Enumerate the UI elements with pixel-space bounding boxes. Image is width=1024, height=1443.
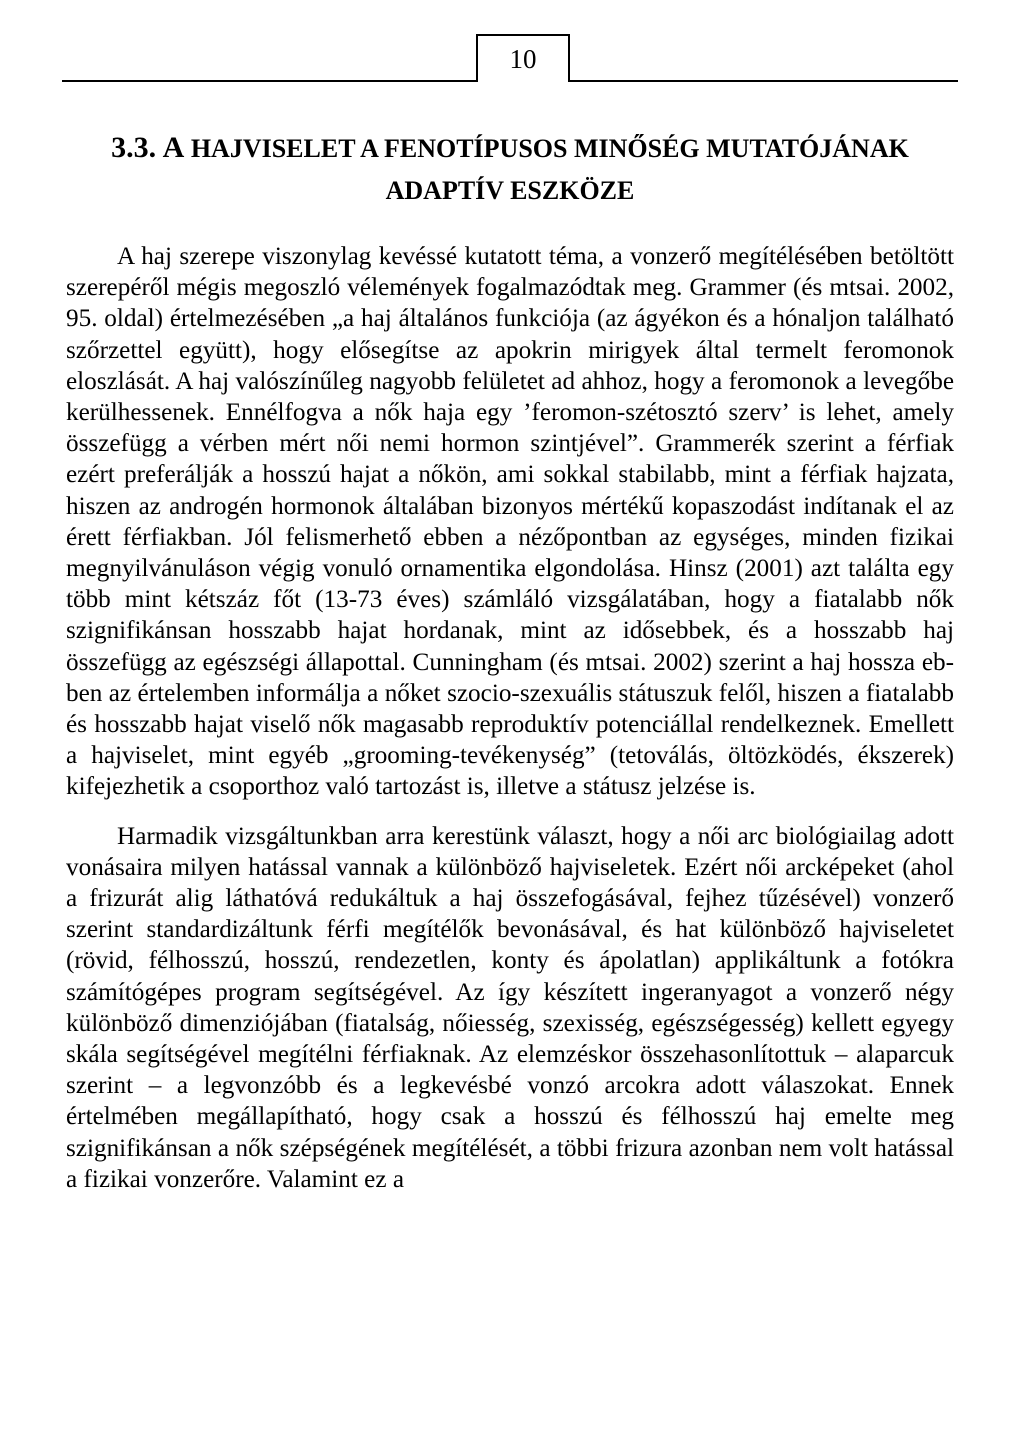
section-heading-line1 [62,127,958,170]
section-title-line1: HAJVISELET A FENOTÍPUSOS MINŐSÉG MUTATÓJÁNAK [190,134,909,163]
page-number: 10 [476,34,570,82]
section-title-line2: ADAPTÍV ESZKÖZE [385,176,635,205]
page-header [62,34,958,82]
paragraph-1: A haj szerepe viszonylag kevéssé kutatott téma, a vonzerő megítélésében betöltött szerepéről mégis megoszló vélemények fogalmazódtak meg. Grammer (és mtsai. 2002, 95. oldal) értelmezésében „a haj általános funkciója (az ágyékon és a hónaljon található szőrzettel együtt), hogy elősegítse az apokrin mirigyek által termelt feromonok eloszlását. A haj valószínűleg nagyobb felületet ad ahhoz, hogy a feromonok a levegőbe kerülhessenek. Ennélfogva a nők haja egy ’feromon-szétosztó szerv’ is lehet, amely összefügg a vérben mért női nemi hormon szintjével”. Grammerék szerint a férfiak ezért preferálják a hosszú hajat a nőkön, ami sokkal stabilabb, mint a férfiak hajzata, hiszen az androgén hormonok általában bizonyos mértékű kopaszodást indítanak el az érett férfiakban. Jól felismerhető ebben a nézőpontban az egységes, minden fizikai megnyilvánuláson végig vonuló ornamentika elgondolása. Hinsz (2001) azt találta egy több mint kétszáz főt (13-73 éves) számláló vizsgálatában, hogy a fiatalabb nők szignifikánsan hosszabb hajat hordanak, mint az idősebbek, és a hosszabb haj összefügg az egészségi állapottal. Cunningham (és mtsai. 2002) szerint a haj hossza ebben az értelemben informálja a nőket szocio-szexuális státuszuk felől, hiszen a fiatalabb és hosszabb hajat viselő nők magasabb reproduktív potenciállal rendelkeznek. Emellett a hajviselet, mint egyéb „grooming-tevékenység” (tetoválás, öltözködés, ékszerek) kifejezhetik a csoporthoz való tartozást is, illetve a státusz jelzése is. [66,243,954,801]
paragraph-2: Harmadik vizsgáltunkban arra kerestünk választ, hogy a női arc biológiailag adott vonásaira milyen hatással vannak a különböző hajviseletek. Ezért női arcképeket (ahol a frizurát alig láthatóvá redukáltuk a haj összefogásával, fejhez tűzésével) vonzerő szerint standardizáltunk férfi megítélők bevonásával, és hat különböző hajviseletet (rövid, félhosszú, hosszú, rendezetlen, konty és ápolatlan) applikáltunk a fotókra számítógépes program segítségével. Az így készített ingeranyagot a vonzerő négy különböző dimenziójában (fiatalság, nőiesség, szexisség, egészségesség) kellett egyegy skála segítségével megítélni férfiaknak. Az elemzéskor összehasonlítottuk – alaparcuk szerint – a legvonzóbb és a legkevésbé vonzó arcokra adott válaszokat. Ennek értelmében megállapítható, hogy csak a hosszú és félhosszú haj emelte meg szignifikánsan a nők szépségének megítélését, a többi frizura azonban nem volt hatással a fizikai vonzerőre. Valamint ez a [66,822,954,1193]
section-number: 3.3. [111,131,157,164]
section-title-initial: A [162,131,185,164]
section-heading [62,127,958,212]
body-text [66,241,954,1195]
